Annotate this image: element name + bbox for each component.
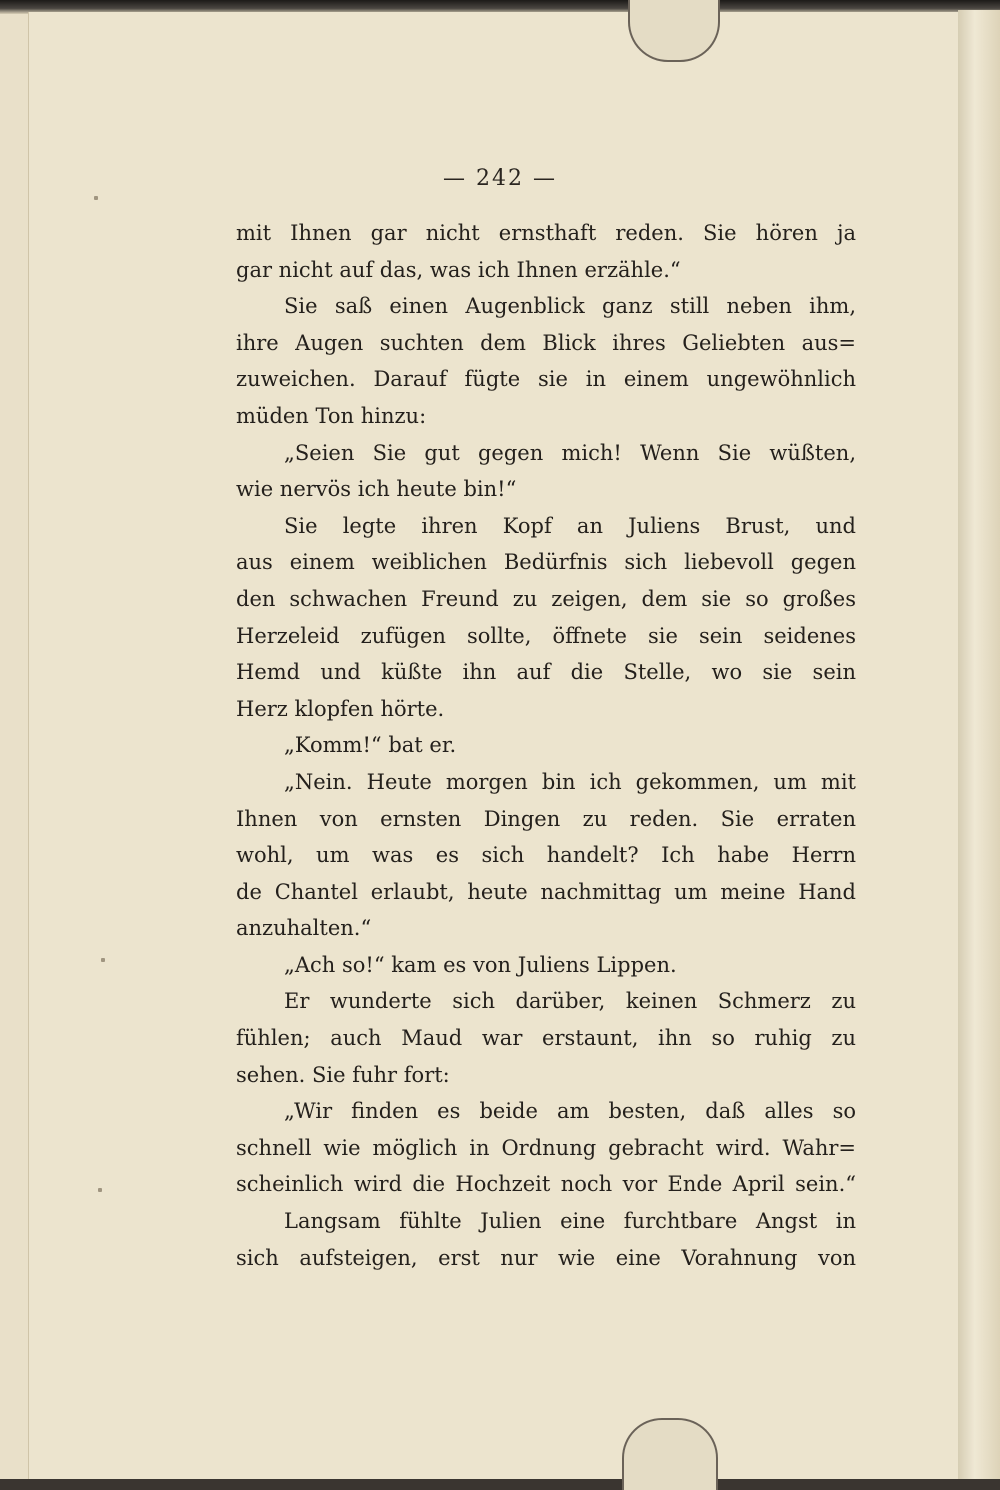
- text-line: „Nein. Heute morgen bin ich gekommen, um mit: [284, 769, 856, 794]
- text-line: gar nicht auf das, was ich Ihnen erzähle.“: [236, 257, 681, 282]
- text-line: sehen. Sie fuhr fort:: [236, 1062, 450, 1087]
- text-line: Er wunderte sich darüber, keinen Schmerz zu: [284, 989, 856, 1014]
- text-line: wohl, um was es sich handelt? Ich habe Herrn: [236, 843, 856, 868]
- text-line: schnell wie möglich in Ordnung gebracht wird. Wahr=: [236, 1135, 856, 1160]
- text-line: Herz klopfen hörte.: [236, 696, 445, 721]
- text-line: anzuhalten.“: [236, 916, 372, 941]
- body-text: [236, 215, 856, 1276]
- text-line: „Seien Sie gut gegen mich! Wenn Sie wüßten,: [284, 440, 856, 465]
- text-line: Sie saß einen Augenblick ganz still neben ihm,: [284, 294, 856, 319]
- text-line: „Komm!“ bat er.: [284, 733, 457, 758]
- text-line: müden Ton hinzu:: [236, 403, 427, 428]
- text-line: Langsam fühlte Julien eine furchtbare Angst in: [284, 1209, 856, 1234]
- text-line: Sie legte ihren Kopf an Juliens Brust, und: [284, 513, 856, 538]
- text-line: mit Ihnen gar nicht ernsthaft reden. Sie hören ja: [236, 221, 856, 245]
- paper-speck: [101, 958, 105, 962]
- text-line: Hemd und küßte ihn auf die Stelle, wo sie sein: [236, 660, 856, 685]
- text-line: aus einem weiblichen Bedürfnis sich liebevoll gegen: [236, 550, 856, 575]
- text-line: den schwachen Freund zu zeigen, dem sie so großes: [236, 586, 856, 611]
- paper-speck: [98, 1188, 102, 1192]
- text-line: de Chantel erlaubt, heute nachmittag um meine Hand: [236, 879, 856, 904]
- text-line: scheinlich wird die Hochzeit noch vor Ende April sein.“: [236, 1172, 856, 1197]
- text-line: wie nervös ich heute bin!“: [236, 477, 517, 502]
- text-line: „Wir finden es beide am besten, daß alles so: [284, 1099, 856, 1124]
- page-number: — 242 —: [443, 166, 557, 191]
- text-line: Ihnen von ernsten Dingen zu reden. Sie erraten: [236, 806, 856, 831]
- text-line: Herzeleid zufügen sollte, öffnete sie sein seidenes: [236, 623, 856, 648]
- text-line: „Ach so!“ kam es von Juliens Lippen.: [284, 952, 677, 977]
- text-line: ihre Augen suchten dem Blick ihres Geliebten aus=: [236, 330, 856, 355]
- text-line: fühlen; auch Maud war erstaunt, ihn so ruhig zu: [236, 1026, 856, 1051]
- page-holder-clip-bottom: [622, 1418, 718, 1490]
- text-line: zuweichen. Darauf fügte sie in einem ungewöhnlich: [236, 367, 856, 392]
- text-line: sich aufsteigen, erst nur wie eine Vorahnung von: [236, 1245, 856, 1270]
- paper-speck: [94, 196, 98, 200]
- page-right-margin: [958, 10, 1000, 1479]
